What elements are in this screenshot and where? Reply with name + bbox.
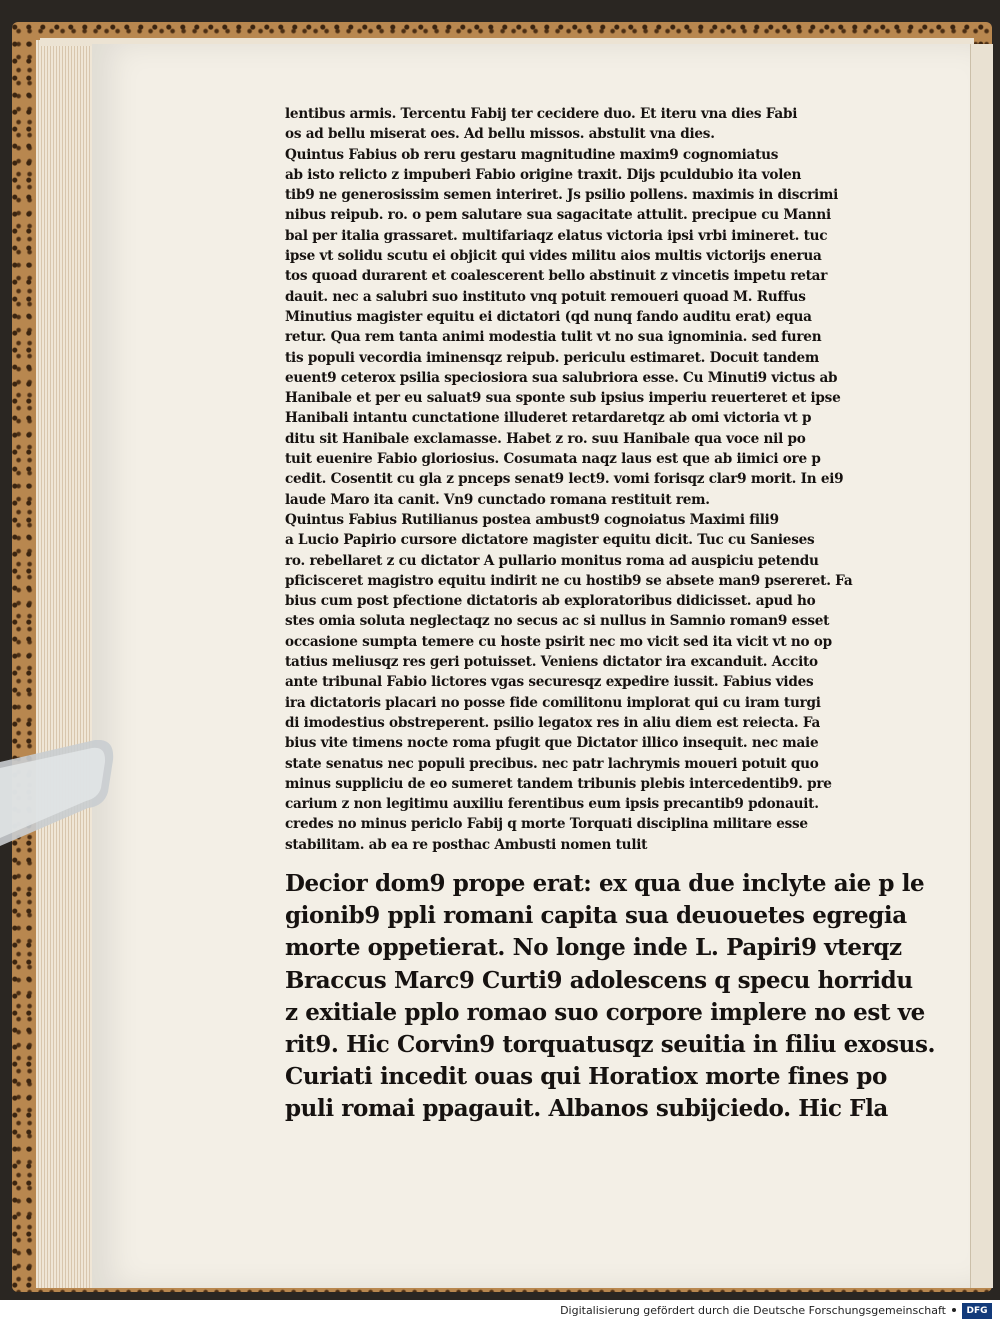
dfg-logo: DFG — [962, 1303, 992, 1319]
text-line: laude Maro ita canit. Vn9 cunctado romana restituit rem. — [285, 491, 710, 508]
text-line: ira dictatoris placari no posse fide comilitonu implorat qui cu iram turgi — [285, 694, 821, 711]
text-line: ab isto relicto z impuberi Fabio origine traxit. Dijs pculdubio ita volen — [285, 166, 802, 183]
text-line: occasione sumpta temere cu hoste psirit nec mo vicit sed ita vicit vt no op — [285, 633, 832, 650]
text-line: Curiati incedit ouas qui Horatiox morte fines po — [285, 1063, 887, 1091]
text-line: bius vite timens nocte roma pfugit que Dictator illico insequit. nec maie — [285, 735, 819, 752]
large-print-block — [285, 868, 936, 1126]
text-line: Quintus Fabius Rutilianus postea ambust9 cognoiatus Maximi fili9 — [285, 511, 779, 528]
text-line: Decior dom9 prope erat: ex qua due inclyte aie p le — [285, 870, 925, 897]
text-line: a Lucio Papirio cursore dictatore magister equitu dicit. Tuc cu Sanieses — [285, 532, 815, 549]
text-line: euent9 ceterox psilia speciosiora sua salubriora esse. Cu Minuti9 victus ab — [285, 369, 838, 386]
text-line: Minutius magister equitu ei dictatori (qd nunq fando auditu erat) equa — [285, 308, 812, 325]
text-line: Braccus Marc9 Curti9 adolescens q specu horridu — [285, 966, 913, 994]
text-line: lentibus armis. Tercentu Fabij ter cecidere duo. Et iteru vna dies Fabi — [285, 106, 798, 122]
page-right-edge — [970, 44, 993, 1288]
text-line: bius cum post pfectione dictatoris ab exploratoribus didicisset. apud ho — [285, 593, 816, 610]
text-line: Hanibali intantu cunctatione illuderet retardaretqz ab omi victoria vt p — [285, 410, 812, 427]
text-line: state senatus nec populi precibus. nec patr lachrymis moueri potuit quo — [285, 755, 819, 772]
text-line: nibus reipub. ro. o pem salutare sua sagacitate attulit. precipue cu Manni — [285, 207, 831, 224]
small-print-block — [285, 104, 905, 855]
text-line: credes no minus periclo Fabij q morte Torquati disciplina militare esse — [285, 816, 808, 833]
text-line: puli romai ppagauit. Albanos subijciedo. Hic Fla — [285, 1095, 888, 1123]
text-line: tuit euenire Fabio gloriosius. Cosumata naqz laus est que ab iimici ore p — [285, 451, 821, 468]
text-line: dauit. nec a salubri suo instituto vnq potuit remoueri quoad M. Ruffus — [285, 288, 806, 305]
text-line: carium z non legitimu auxiliu ferentibus eum ipsis precantib9 pdonauit. — [285, 796, 819, 813]
text-line: retur. Qua rem tanta animi modestia tulit vt no sua ignominia. sed furen — [285, 329, 822, 346]
text-line: tatius meliusqz res geri potuisset. Veniens dictator ira excanduit. Accito — [285, 654, 818, 671]
text-line: morte oppetierat. No longe inde L. Papiri9 vterqz — [285, 934, 902, 962]
text-line: stabilitam. ab ea re posthac Ambusti nomen tulit — [285, 836, 648, 853]
text-line: Hanibale et per eu saluat9 sua sponte sub ipsius imperiu reuerteret et ipse — [285, 390, 841, 407]
funding-credit: Digitalisierung gefördert durch die Deutsche Forschungsgemeinschaft — [560, 1304, 958, 1317]
text-line: ipse vt solidu scutu ei objicit qui vides militu aios multis victorijs enerua — [285, 248, 822, 265]
text-line: tib9 ne generosissim semen interiret. Js psilio pollens. maximis in discrimi — [285, 187, 838, 204]
text-line: gionib9 ppli romani capita sua deuouetes egregia — [285, 902, 907, 930]
text-line: tos quoad durarent et coalescerent bello abstinuit z vincetis impetu retar — [285, 268, 828, 285]
text-line: minus suppliciu de eo sumeret tandem tribunis plebis intercedentib9. pre — [285, 775, 832, 792]
text-line: Quintus Fabius ob reru gestaru magnitudine maxim9 cognomiatus — [285, 146, 779, 163]
text-line: pficisceret magistro equitu indirit ne cu hostib9 se absete man9 psereret. Fa — [285, 572, 853, 589]
text-line: ditu sit Hanibale exclamasse. Habet z ro. suu Hanibale qua voce nil po — [285, 430, 806, 447]
text-line: stes omia soluta neglectaqz no secus ac si nullus in Samnio roman9 esset — [285, 613, 830, 630]
text-line: os ad bellu miserat oes. Ad bellu missos. abstulit vna dies. — [285, 126, 715, 143]
text-line: rit9. Hic Corvin9 torquatusqz seuitia in filiu exosus. — [285, 1031, 936, 1059]
text-line: tis populi vecordia iminensqz reipub. periculu estimaret. Docuit tandem — [285, 349, 820, 366]
text-line: cedit. Cosentit cu gla z pnceps senat9 lect9. vomi forisqz clar9 morit. In ei9 — [285, 471, 844, 488]
page-stack-edge — [36, 40, 94, 1288]
text-line: ante tribunal Fabio lictores vgas securesqz expedire iussit. Fabius vides — [285, 674, 814, 691]
text-line: z exitiale pplo romao suo corpore implere no est ve — [285, 998, 925, 1026]
page-clip — [0, 740, 115, 850]
text-line: ro. rebellaret z cu dictator A pullario monitus roma ad auspiciu petendu — [285, 552, 819, 569]
text-line: bal per italia grassaret. multifariaqz elatus victoria ipsi vrbi imineret. tuc — [285, 227, 828, 244]
text-line: di imodestius obstreperent. psilio legatox res in aliu diem est reiecta. Fa — [285, 714, 821, 731]
footer-bar — [0, 1300, 1000, 1323]
